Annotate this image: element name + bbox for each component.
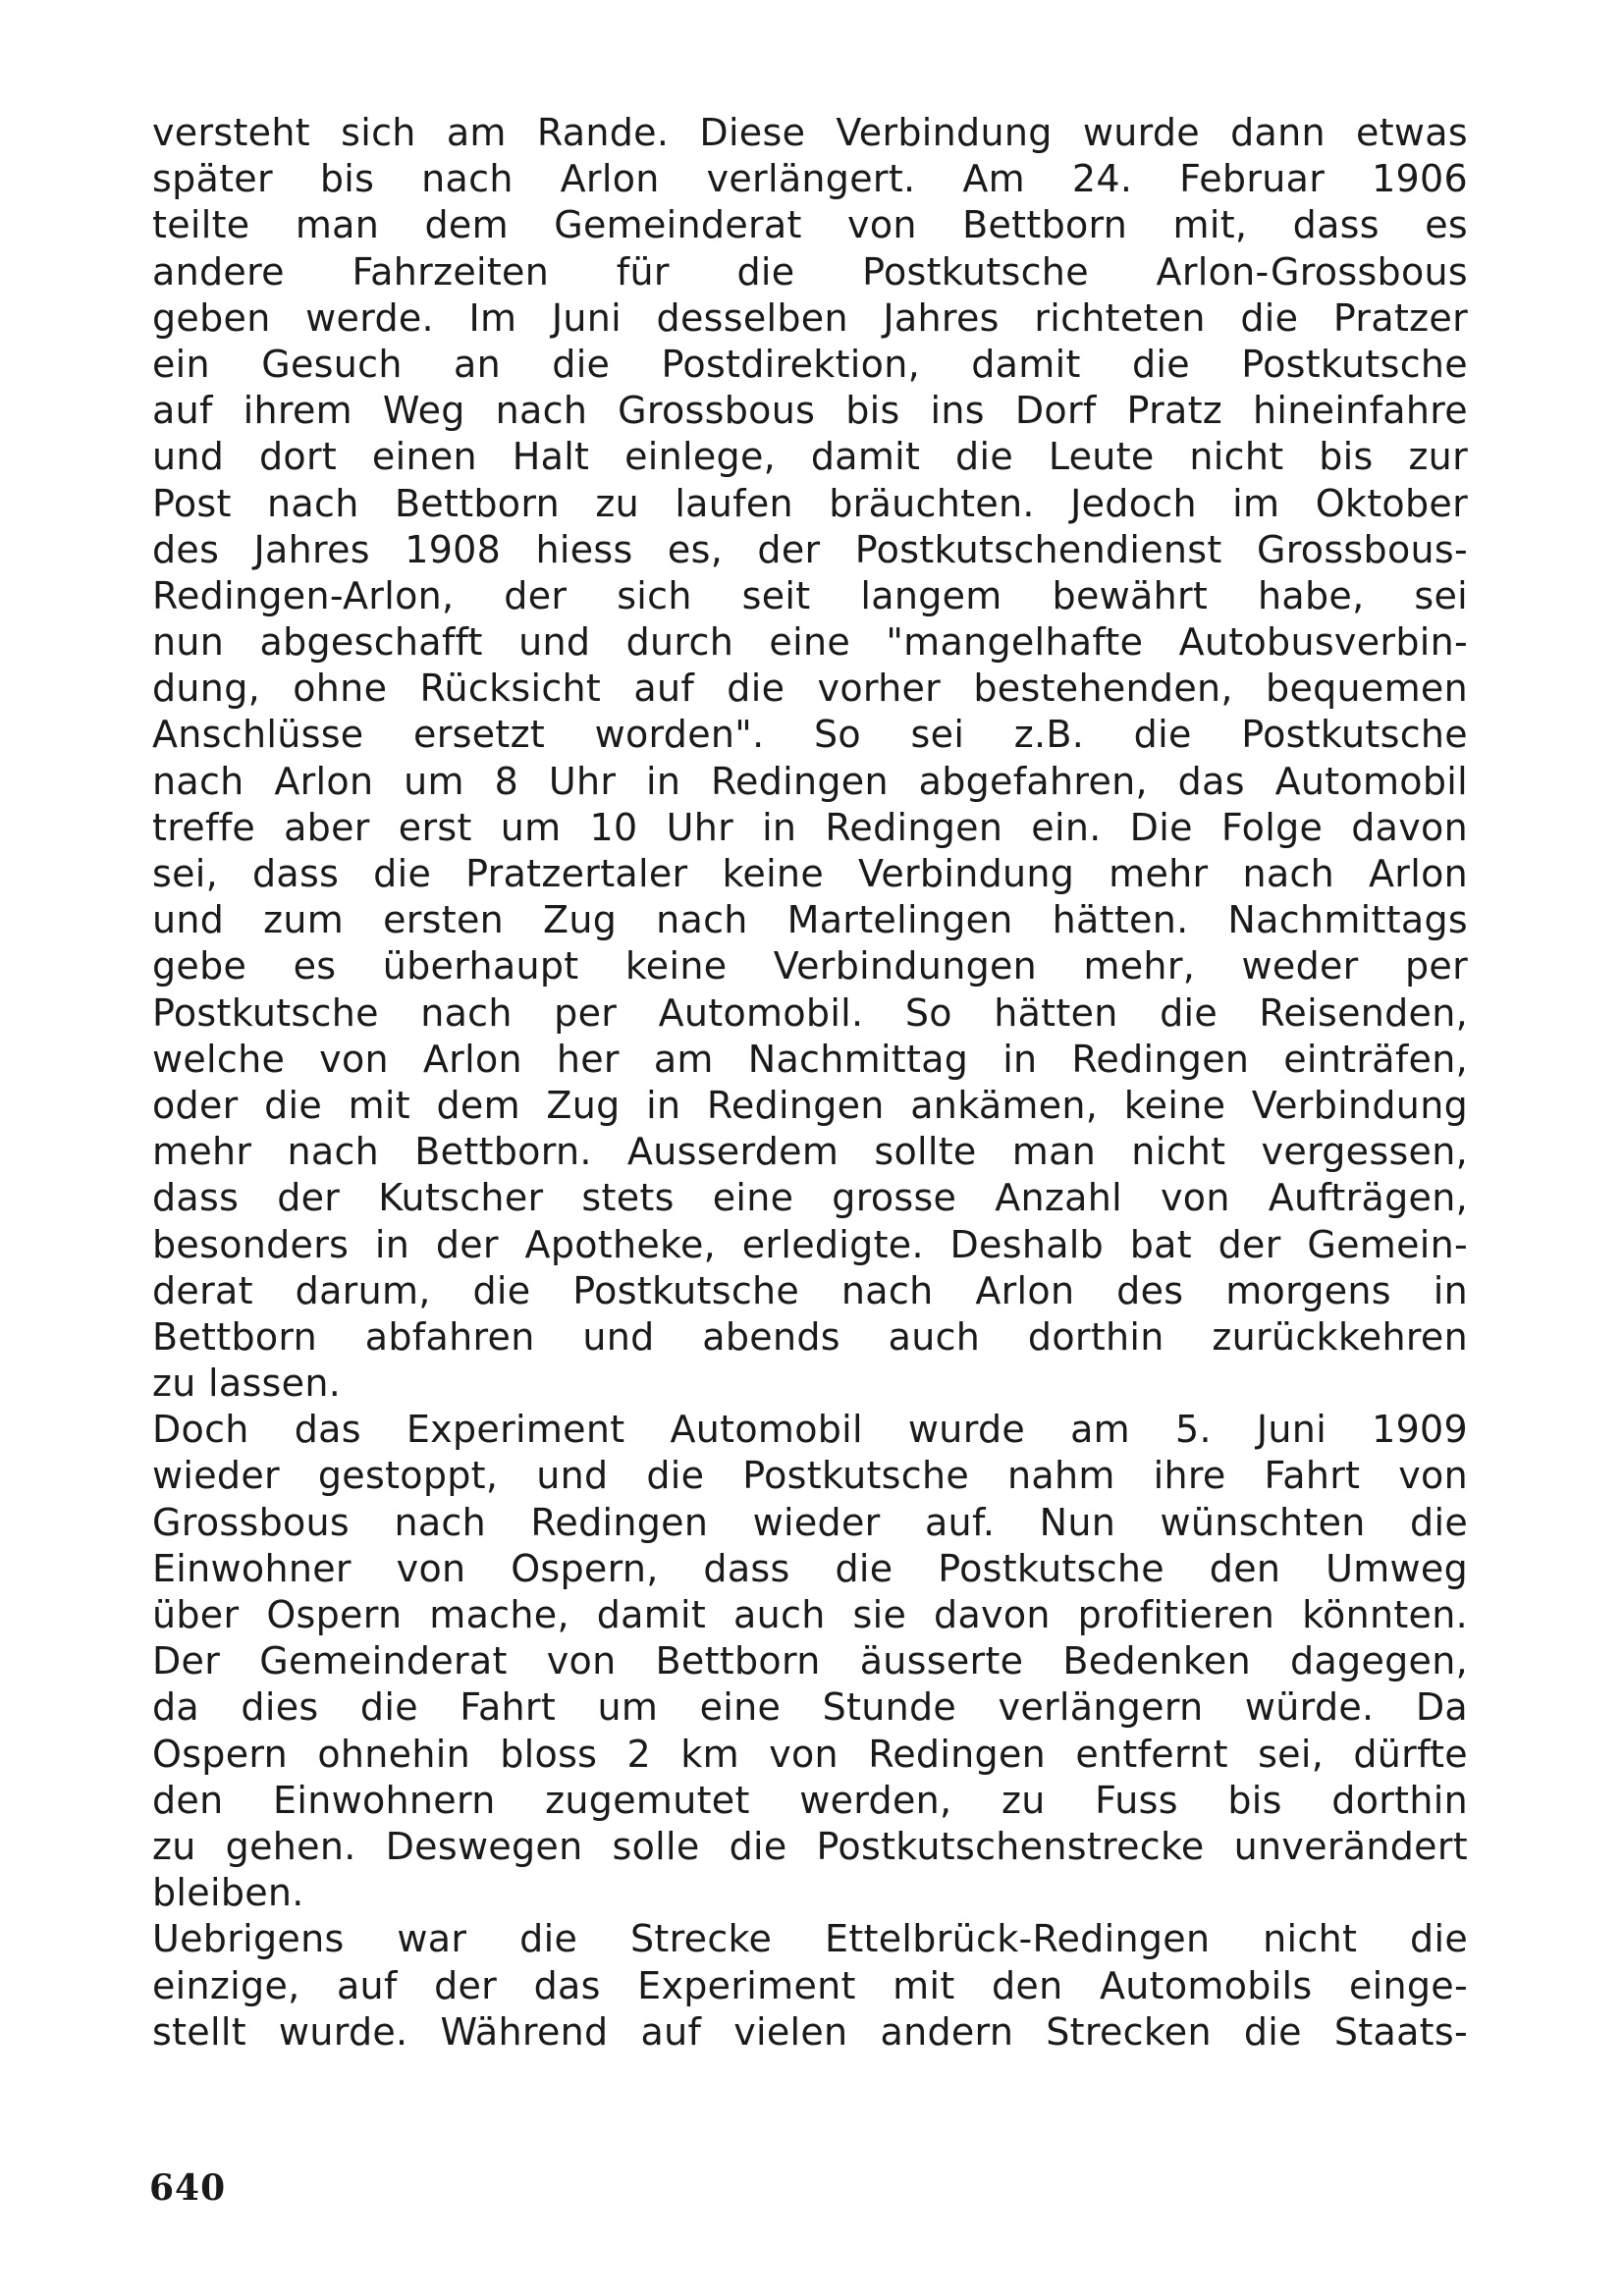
text-line: nun abgeschafft und durch eine "mangelhafte Autobusverbin- — [152, 620, 1468, 665]
text-line: Uebrigens war die Strecke Ettelbrück-Redingen nicht die — [152, 1917, 1468, 1961]
text-line: Anschlüsse ersetzt worden". So sei z.B. die Postkutsche — [152, 713, 1468, 757]
text-line: derat darum, die Postkutsche nach Arlon des morgens in — [152, 1268, 1468, 1312]
text-line: versteht sich am Rande. Diese Verbindung wurde dann etwas — [152, 111, 1468, 154]
text-line: sei, dass die Pratzertaler keine Verbindung mehr nach Arlon — [152, 852, 1468, 895]
text-line: andere Fahrzeiten für die Postkutsche Arlon-Grossbous — [152, 249, 1468, 294]
text-line: oder die mit dem Zug in Redingen ankämen, keine Verbindung — [152, 1083, 1468, 1127]
text-line: Doch das Experiment Automobil wurde am 5. Juni 1909 — [152, 1408, 1468, 1452]
paragraph-end-line: bleiben. — [152, 1871, 304, 1915]
text-line: des Jahres 1908 hiess es, der Postkutschendienst Grossbous- — [152, 527, 1468, 571]
text-line: besonders in der Apotheke, erledigte. Deshalb bat der Gemein- — [152, 1222, 1468, 1266]
text-line: wieder gestoppt, und die Postkutsche nahm ihre Fahrt von — [152, 1454, 1468, 1498]
text-line: teilte man dem Gemeinderat von Bettborn mit, dass es — [152, 203, 1468, 247]
body-text — [152, 110, 1468, 2056]
paragraph-end-line: zu lassen. — [152, 1362, 342, 1406]
text-line: Grossbous nach Redingen wieder auf. Nun wünschten die — [152, 1500, 1468, 1544]
text-line: Redingen-Arlon, der sich seit langem bewährt habe, sei — [152, 573, 1468, 617]
text-line: einzige, auf der das Experiment mit den Automobils einge- — [152, 1963, 1468, 2007]
text-line: den Einwohnern zugemutet werden, zu Fuss bis dorthin — [152, 1778, 1468, 1822]
text-line: Einwohner von Ospern, dass die Postkutsche den Umweg — [152, 1546, 1468, 1590]
text-line: treffe aber erst um 10 Uhr in Redingen ein. Die Folge davon — [152, 805, 1468, 849]
text-line: Ospern ohnehin bloss 2 km von Redingen entfernt sei, dürfte — [152, 1732, 1468, 1776]
text-line: Der Gemeinderat von Bettborn äusserte Bedenken dagegen, — [152, 1639, 1468, 1683]
text-line: ein Gesuch an die Postdirektion, damit die Postkutsche — [152, 342, 1468, 386]
text-line: zu gehen. Deswegen solle die Postkutschenstrecke unverändert — [152, 1824, 1468, 1868]
page-number: 640 — [149, 2167, 227, 2209]
text-line: und zum ersten Zug nach Martelingen hätten. Nachmittags — [152, 898, 1468, 942]
text-line: und dort einen Halt einlege, damit die Leute nicht bis zur — [152, 435, 1468, 479]
text-line: Post nach Bettborn zu laufen bräuchten. Jedoch im Oktober — [152, 481, 1468, 525]
text-line: über Ospern mache, damit auch sie davon profitieren könnten. — [152, 1593, 1468, 1636]
text-line: dass der Kutscher stets eine grosse Anzahl von Aufträgen, — [152, 1176, 1468, 1220]
text-line: welche von Arlon her am Nachmittag in Redingen einträfen, — [152, 1037, 1468, 1081]
text-line: geben werde. Im Juni desselben Jahres richteten die Pratzer — [152, 295, 1468, 340]
text-line: Bettborn abfahren und abends auch dorthin zurückkehren — [152, 1314, 1468, 1359]
text-line: nach Arlon um 8 Uhr in Redingen abgefahren, das Automobil — [152, 759, 1468, 803]
text-line: mehr nach Bettborn. Ausserdem sollte man nicht vergessen, — [152, 1130, 1468, 1174]
text-line: Postkutsche nach per Automobil. So hätten die Reisenden, — [152, 990, 1468, 1035]
text-line: gebe es überhaupt keine Verbindungen mehr, weder per — [152, 944, 1468, 988]
text-line: da dies die Fahrt um eine Stunde verlängern würde. Da — [152, 1685, 1468, 1730]
text-line: dung, ohne Rücksicht auf die vorher bestehenden, bequemen — [152, 667, 1468, 711]
text-line: später bis nach Arlon verlängert. Am 24. Februar 1906 — [152, 157, 1468, 201]
text-line: stellt wurde. Während auf vielen andern Strecken die Staats- — [152, 2009, 1468, 2054]
text-line: auf ihrem Weg nach Grossbous bis ins Dorf Pratz hineinfahre — [152, 389, 1468, 433]
